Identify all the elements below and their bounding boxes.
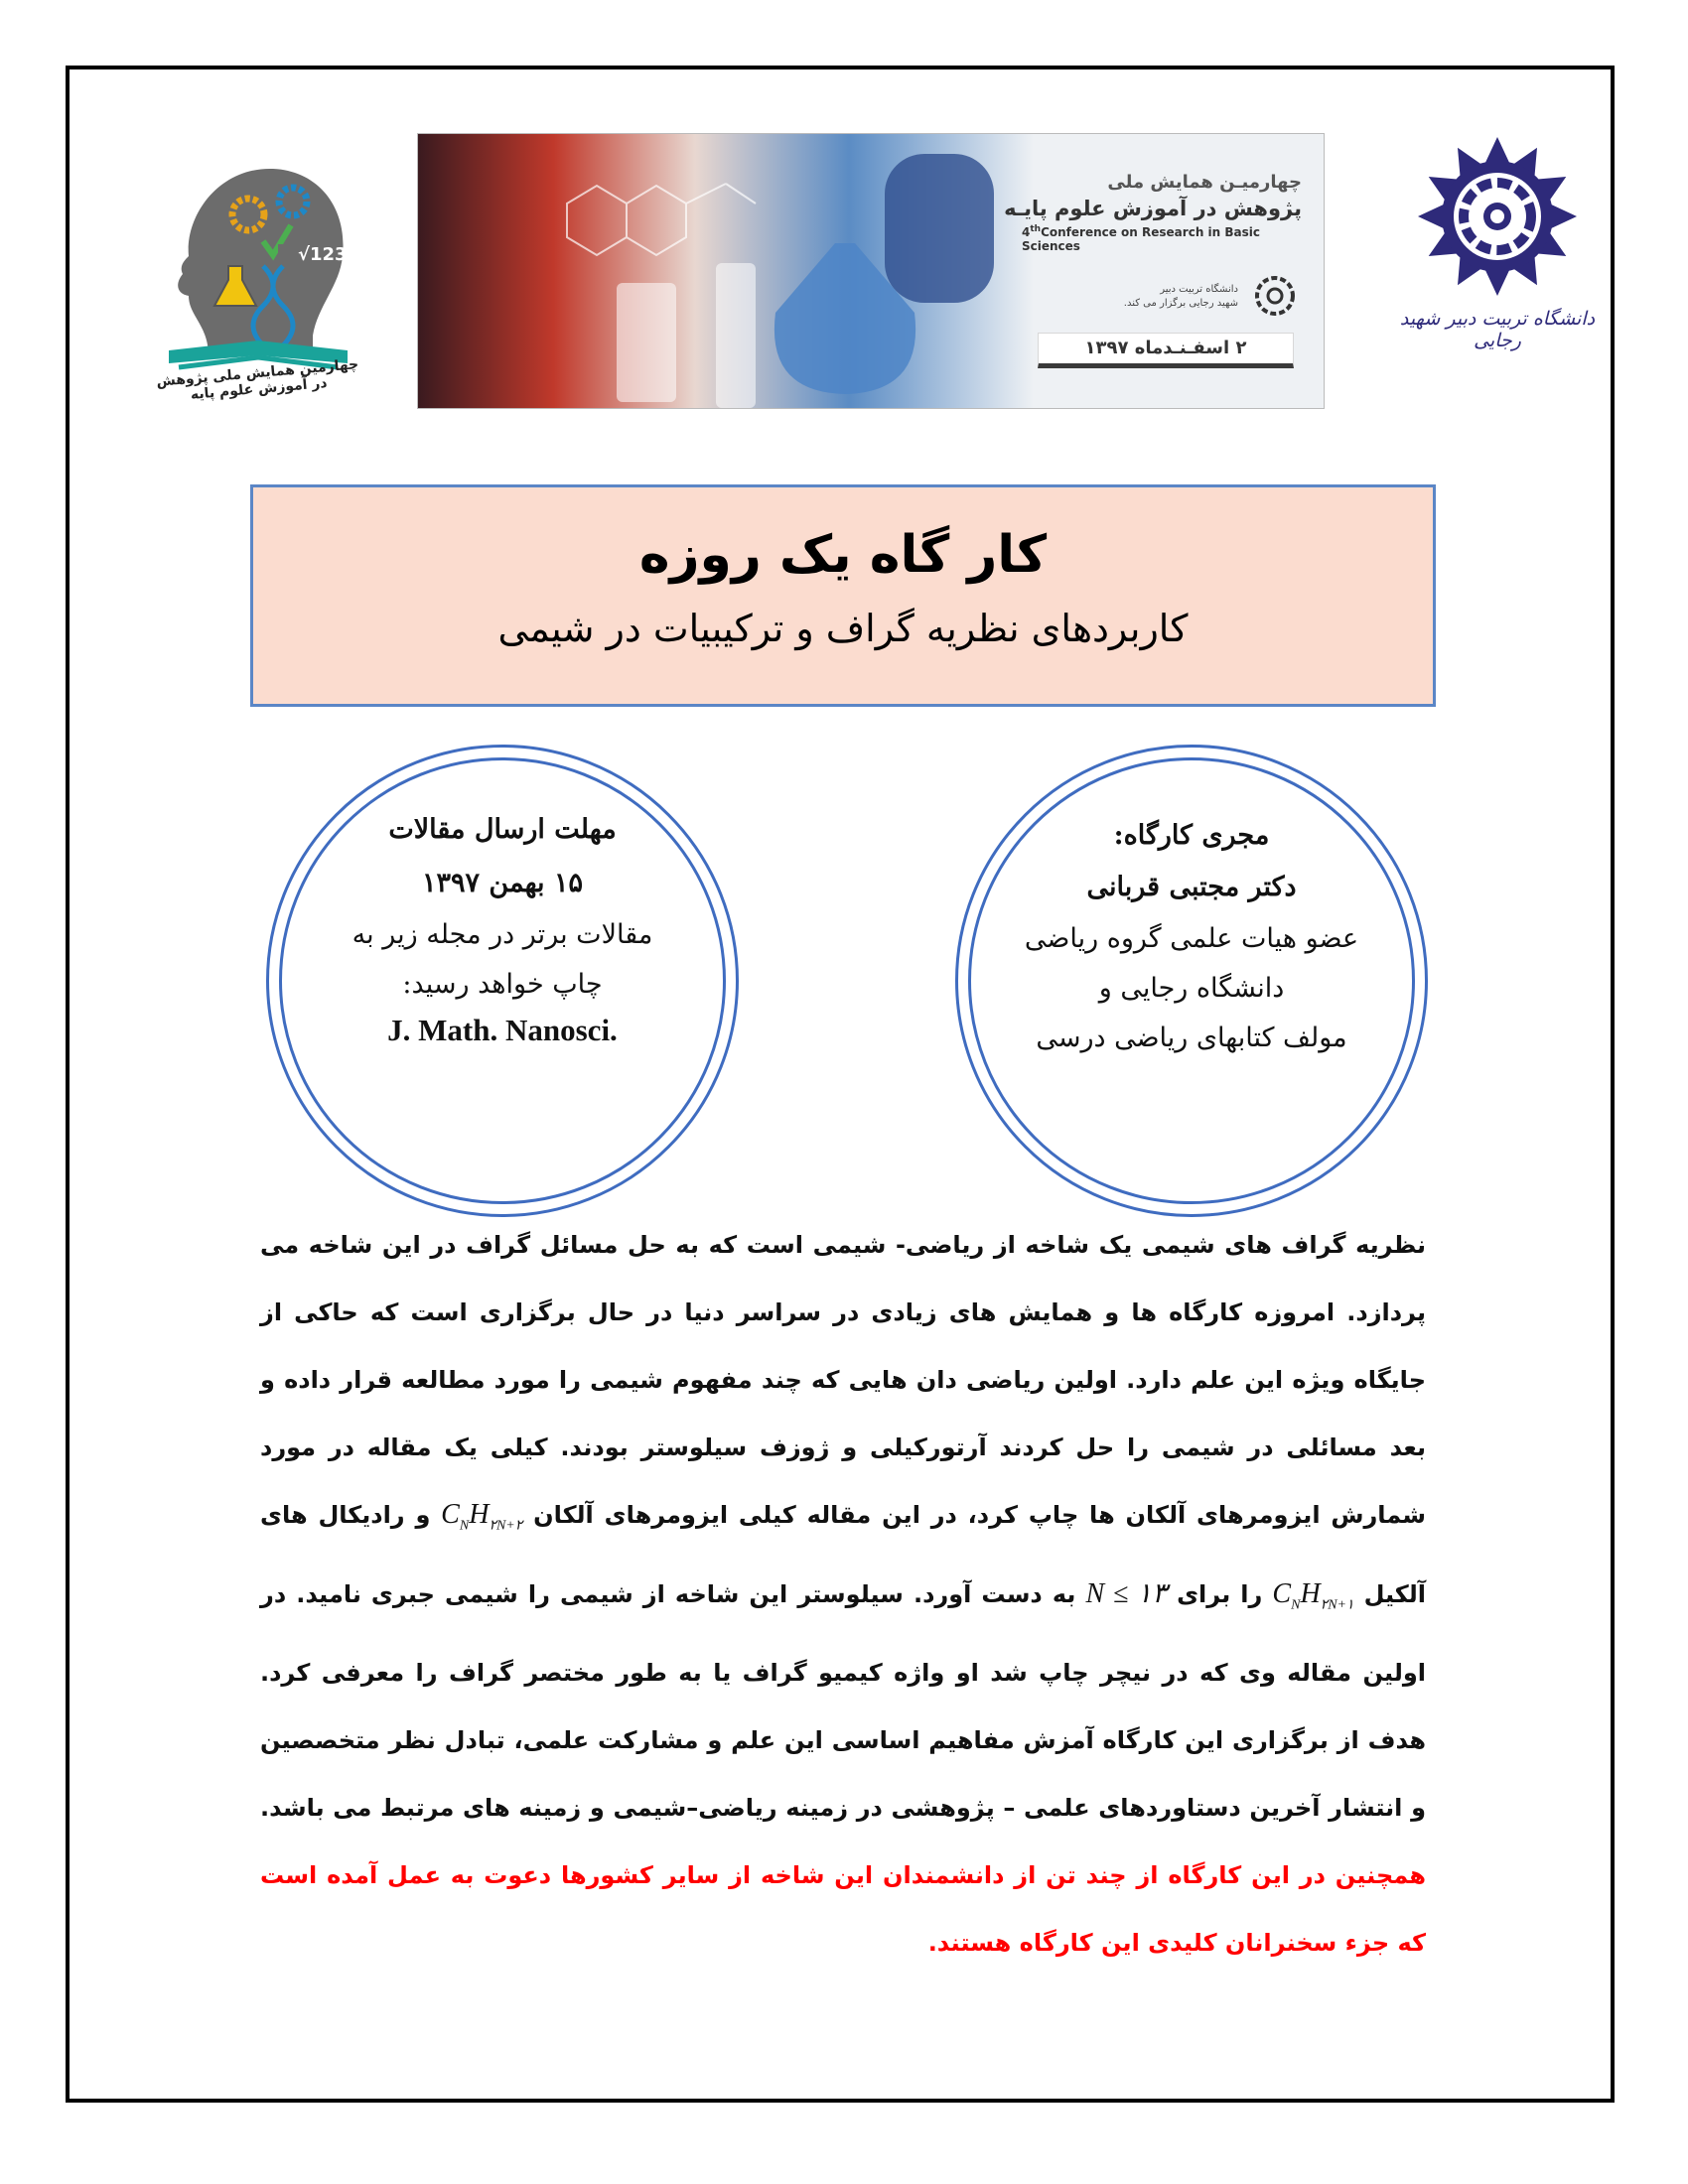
journal-name: J. Math. Nanosci. (387, 1013, 618, 1047)
banner-line1: چهارمیـن همایش ملی (1107, 172, 1302, 193)
banner-date: ۲ اسفـنـدماه ۱۳۹۷ (1038, 333, 1294, 368)
page-subtitle: کاربردهای نظریه گراف و ترکیبیات در شیمی (497, 607, 1189, 650)
right-logo-caption: دانشگاه تربیت دبیر شهید رجایی (1399, 308, 1596, 351)
organizer-author-note: مولف کتابهای ریاضی درسی (1036, 1023, 1347, 1053)
deadline-note-line2: چاپ خواهد رسید: (402, 969, 603, 1000)
deadline-heading: مهلت ارسال مقالات (388, 814, 617, 845)
paragraph-text-1: نظریه گراف های شیمی یک شاخه از ریاضی- شیمی است که به حل مسائل گراف در این شاخه می پردازد. امروزه کارگاه ها و همایش های زیادی در سراسر دنیا در حال برگزاری است که حاکی از جایگاه ویژه این علم دارد. اولین ریاضی دان هایی که چند مفهوم شیمی را مورد مطالعه قرار داده و بعد مسائلی در شیمی را حل کردند آرتورکیلی و ژوزف سیلوستر بودند. کیلی یک مقاله در مورد شمارش ایزومرهای آلکان ها چاپ کرد، در این مقاله کیلی ایزومرهای آلکان (260, 1231, 1426, 1529)
left-logo-caption: چهارمین همایش ملی پژوهش در آموزش علوم پایه (155, 356, 359, 403)
workshop-title-box (250, 484, 1436, 707)
paragraph-text-2: و رادیکال های آلکیل (260, 1501, 1426, 1608)
description-paragraph (260, 1211, 1426, 1977)
conference-logo (149, 147, 367, 405)
paragraph-text-3: را برای (1167, 1579, 1273, 1608)
university-seal-icon (1252, 273, 1298, 319)
deadline-text (269, 809, 736, 1051)
organizer-university: دانشگاه رجایی و (1098, 973, 1285, 1004)
page-title: کار گاه یک روزه (638, 525, 1048, 585)
banner-title (1004, 172, 1302, 253)
conference-banner (417, 133, 1325, 409)
alkane-formula: $C_NH_{۲N+۲}$ (441, 1499, 523, 1534)
university-emblem-icon (1398, 129, 1597, 308)
banner-host: دانشگاه تربیت دبیر شهید رجایی برگزار می کند. (1123, 284, 1238, 309)
lab-photo-image (418, 134, 1034, 408)
n-bound-formula: N ≤ ۱۳ (1085, 1577, 1167, 1609)
logo-number: √123 (298, 244, 348, 265)
banner-line3: 4thConference on Research in Basic Sciences (1022, 224, 1260, 253)
paragraph-text-4: به دست آورد. سیلوستر این شاخه از شیمی را شیمی جبری نامید. در اولین مقاله وی که در نیچر چاپ شد او واژه کیمیو گراف یا به طور مختصر گراف را معرفی کرد. هدف از برگزاری این کارگاه آمزش مفاهیم اساسی این علم و مشارکت علمی، تبادل نظر متخصصین و انتشار آخرین دستاوردهای علمی – پژوهشی در زمینه ریاضی–شیمی و زمینه های مرتبط می باشد. (260, 1579, 1426, 1823)
university-logo (1398, 129, 1597, 357)
banner-line2: پژوهش در آموزش علوم پایـه (1004, 197, 1302, 220)
organizer-text (958, 815, 1425, 1059)
alkyl-formula: $C_NH_{۲N+۱}$ (1272, 1577, 1354, 1613)
keynote-highlight: همچنین در این کارگاه از چند تن از دانشمندان این شاخه از سایر کشورها دعوت به عمل آمده است که جزء سخنرانان کلیدی این کارگاه هستند. (260, 1861, 1426, 1958)
organizer-circle (955, 745, 1428, 1217)
organizer-role: عضو هیات علمی گروه ریاضی (1024, 923, 1359, 954)
deadline-date: ۱۵ بهمن ۱۳۹۷ (422, 868, 583, 898)
organizer-name: دکتر مجتبی قربانی (1086, 872, 1297, 902)
deadline-note-line1: مقالات برتر در مجله زیر به (352, 919, 653, 950)
organizer-heading: مجری کارگاه: (1113, 820, 1270, 851)
deadline-circle (266, 745, 739, 1217)
